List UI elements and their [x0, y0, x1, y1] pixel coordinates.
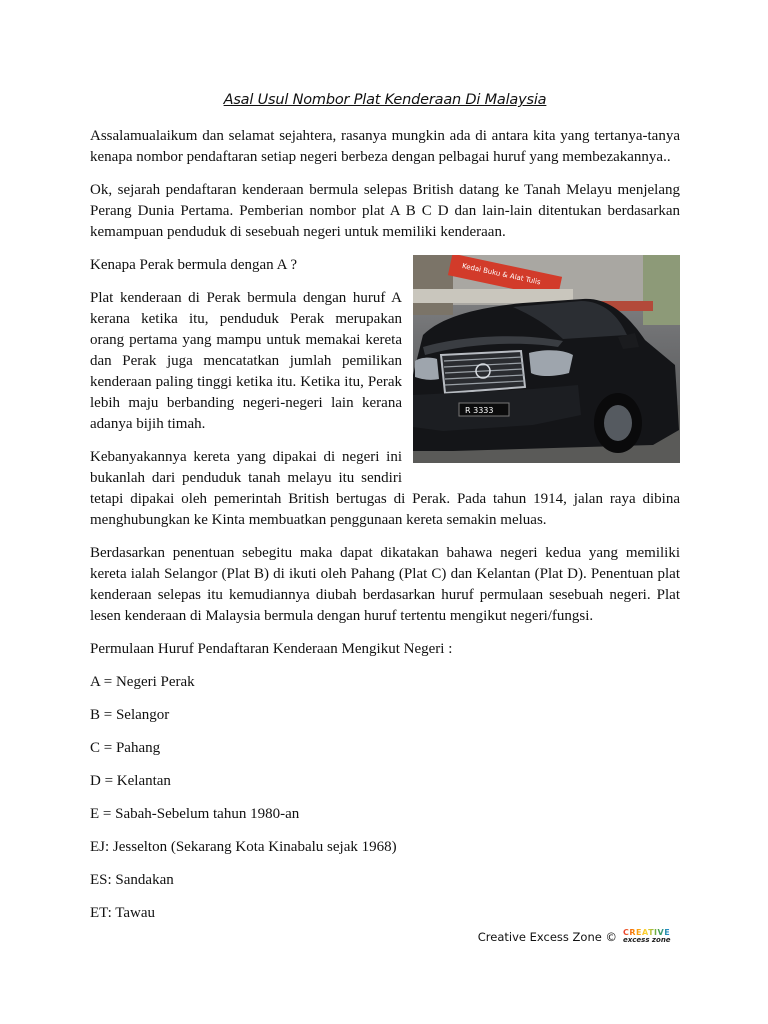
- plate-letter-list: [90, 672, 680, 924]
- paragraph-order: Berdasarkan penentuan sebegitu maka dapat dikatakan bahawa negeri kedua yang memiliki kereta ialah Selangor (Plat B) di ikuti oleh Pahang (Plat C) dan Kelantan (Plat D). Penentuan plat kenderaan selepas itu kemudiannya diubah berdasarkan huruf permulaan sesebuah negeri. Plat lesen kenderaan di Malaysia bermula dengan huruf tertentu mengikut negeri/fungsi.: [90, 545, 680, 624]
- list-item: B = Selangor: [90, 707, 170, 723]
- list-item: E = Sabah-Sebelum tahun 1980-an: [90, 806, 300, 822]
- paragraph-intro: Assalamualaikum dan selamat sejahtera, rasanya mungkin ada di antara kita yang tertanya-tanya kenapa nombor pendaftaran setiap negeri berbeza dengan pelbagai huruf yang membezakannya..: [90, 128, 680, 165]
- car-photo: [413, 255, 680, 463]
- license-plate-text: R 3333: [465, 406, 494, 415]
- logo-top-text: CREATIVE: [623, 928, 671, 937]
- paragraph-history: Ok, sejarah pendaftaran kenderaan bermula selepas British datang ke Tanah Melayu menjelang Perang Dunia Pertama. Pemberian nombor plat A B C D dan lain-lain ditentukan berdasarkan kemampuan penduduk di sesebuah negeri untuk memiliki kenderaan.: [90, 182, 680, 240]
- creative-excess-zone-logo-icon: [620, 929, 676, 945]
- paragraph-british: Kebanyakannya kereta yang dipakai di negeri ini bukanlah dari penduduk tanah melayu itu sendiri tetapi dipakai oleh pemerintah British bertugas di Perak. Pada tahun 1914, jalan raya dibina menghubungkan ke Kinta membuatkan penggunaan kereta semakin meluas.: [90, 449, 680, 528]
- car-photo-icon: [413, 255, 680, 463]
- logo-bottom-text: excess zone: [623, 936, 671, 944]
- shop-sign-text: Kedai Buku & Alat Tulis: [461, 261, 542, 287]
- paragraph-perak: Plat kenderaan di Perak bermula dengan huruf A kerana ketika itu, penduduk Perak merupakan orang pertama yang mampu untuk memakai kereta dan Perak juga mencatatkan jumlah pemilikan kenderaan paling tinggi ketika itu. Ketika itu, Perak lebih maju berbanding negeri-negeri lain kerana adanya bijih timah.: [90, 290, 402, 432]
- page-title: Asal Usul Nombor Plat Kenderaan Di Malaysia: [223, 92, 547, 108]
- list-item: C = Pahang: [90, 740, 161, 756]
- footer-text: Creative Excess Zone ©: [477, 930, 617, 944]
- document-page: [90, 92, 680, 936]
- paragraph-question: Kenapa Perak bermula dengan A ?: [90, 257, 298, 273]
- list-item: A = Negeri Perak: [90, 674, 195, 690]
- list-item: ET: Tawau: [90, 905, 155, 921]
- paragraph-list-heading: Permulaan Huruf Pendaftaran Kenderaan Mengikut Negeri :: [90, 641, 453, 657]
- list-item: EJ: Jesselton (Sekarang Kota Kinabalu sejak 1968): [90, 839, 397, 855]
- list-item: D = Kelantan: [90, 773, 171, 789]
- footer-credit: [478, 929, 676, 945]
- list-item: ES: Sandakan: [90, 872, 174, 888]
